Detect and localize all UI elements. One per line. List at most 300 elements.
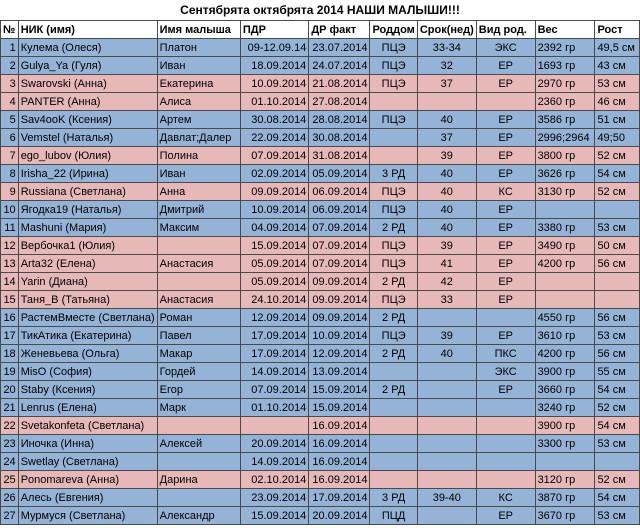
- row-number: 8: [1, 165, 19, 183]
- term-cell: [417, 363, 476, 381]
- term-cell: [417, 399, 476, 417]
- birth-type-cell: ЕР: [476, 219, 535, 237]
- term-cell: 37: [417, 129, 476, 147]
- weight-cell: 4200 гр: [535, 345, 595, 363]
- due-date-cell: 15.09.2014: [240, 237, 308, 255]
- nick-cell: Алесь (Евгения): [18, 489, 157, 507]
- height-cell: 52 см: [595, 183, 640, 201]
- table-row: [1, 291, 640, 309]
- birth-type-cell: ЕР: [476, 165, 535, 183]
- height-cell: 53 см: [595, 219, 640, 237]
- row-number: 6: [1, 129, 19, 147]
- birth-date-cell: 09.09.2014: [309, 273, 370, 291]
- term-cell: 40: [417, 111, 476, 129]
- weight-cell: 3490 гр: [535, 237, 595, 255]
- maternity-cell: 2 РД: [370, 381, 417, 399]
- birth-type-cell: ЕР: [476, 75, 535, 93]
- term-cell: 39: [417, 327, 476, 345]
- birth-type-cell: [476, 93, 535, 111]
- row-number: 24: [1, 453, 19, 471]
- baby-name-cell: Роман: [157, 309, 240, 327]
- birth-type-cell: ЕР: [476, 273, 535, 291]
- table-row: [1, 129, 640, 147]
- table-row: [1, 237, 640, 255]
- row-number: 23: [1, 435, 19, 453]
- maternity-cell: ПЦЭ: [370, 291, 417, 309]
- height-cell: 46 см: [595, 93, 640, 111]
- due-date-cell: [240, 417, 308, 435]
- table-row: [1, 489, 640, 507]
- baby-name-cell: Макар: [157, 345, 240, 363]
- weight-cell: 3660 гр: [535, 381, 595, 399]
- birth-date-cell: 06.09.2014: [309, 183, 370, 201]
- nick-cell: Ponomareva (Анна): [18, 471, 157, 489]
- weight-cell: 3586 гр: [535, 111, 595, 129]
- maternity-cell: [370, 417, 417, 435]
- height-cell: 53 см: [595, 507, 640, 525]
- col-header: Вес: [535, 21, 595, 39]
- maternity-cell: ПЦЭ: [370, 201, 417, 219]
- term-cell: 40: [417, 219, 476, 237]
- weight-cell: 4550 гр: [535, 309, 595, 327]
- maternity-cell: ПЦЭ: [370, 111, 417, 129]
- nick-cell: PANTER (Анна): [18, 93, 157, 111]
- birth-date-cell: 15.09.2014: [309, 381, 370, 399]
- height-cell: 49,5 см: [595, 39, 640, 57]
- table-row: [1, 147, 640, 165]
- weight-cell: 2392 гр: [535, 39, 595, 57]
- row-number: 4: [1, 93, 19, 111]
- birth-type-cell: ЭКС: [476, 39, 535, 57]
- baby-name-cell: [157, 489, 240, 507]
- row-number: 11: [1, 219, 19, 237]
- birth-type-cell: КС: [476, 489, 535, 507]
- maternity-cell: ПЦЭ: [370, 237, 417, 255]
- maternity-cell: [370, 93, 417, 111]
- table-row: [1, 417, 640, 435]
- term-cell: 40: [417, 165, 476, 183]
- term-cell: [417, 93, 476, 111]
- row-number: 3: [1, 75, 19, 93]
- baby-name-cell: Дмитрий: [157, 201, 240, 219]
- maternity-cell: 2 РД: [370, 309, 417, 327]
- row-number: 20: [1, 381, 19, 399]
- row-number: 25: [1, 471, 19, 489]
- row-number: 10: [1, 201, 19, 219]
- weight-cell: 3800 гр: [535, 147, 595, 165]
- baby-name-cell: Артем: [157, 111, 240, 129]
- nick-cell: Ягодка19 (Наталья): [18, 201, 157, 219]
- nick-cell: Вербочка1 (Юлия): [18, 237, 157, 255]
- baby-name-cell: [157, 237, 240, 255]
- nick-cell: Arta32 (Елена): [18, 255, 157, 273]
- term-cell: [417, 471, 476, 489]
- weight-cell: [535, 201, 595, 219]
- table-row: [1, 345, 640, 363]
- maternity-cell: [370, 435, 417, 453]
- table-row: [1, 507, 640, 525]
- due-date-cell: 18.09.2014: [240, 57, 308, 75]
- weight-cell: 3610 гр: [535, 327, 595, 345]
- table-row: [1, 273, 640, 291]
- maternity-cell: ПЦЭ: [370, 39, 417, 57]
- due-date-cell: 22.09.2014: [240, 129, 308, 147]
- term-cell: [417, 417, 476, 435]
- nick-cell: Russiana (Светлана): [18, 183, 157, 201]
- height-cell: 54 см: [595, 165, 640, 183]
- birth-type-cell: ЕР: [476, 291, 535, 309]
- col-header: Вид род.: [476, 21, 535, 39]
- maternity-cell: [370, 399, 417, 417]
- baby-name-cell: Дарина: [157, 471, 240, 489]
- height-cell: 54 см: [595, 381, 640, 399]
- height-cell: [595, 291, 640, 309]
- birth-date-cell: 30.08.2014: [309, 129, 370, 147]
- table-row: [1, 363, 640, 381]
- birth-type-cell: [476, 399, 535, 417]
- term-cell: 37: [417, 75, 476, 93]
- birth-date-cell: 16.09.2014: [309, 417, 370, 435]
- nick-cell: Yarin (Диана): [18, 273, 157, 291]
- due-date-cell: 14.09.2014: [240, 363, 308, 381]
- birth-type-cell: ЕР: [476, 255, 535, 273]
- weight-cell: 4200 гр: [535, 255, 595, 273]
- maternity-cell: 3 РД: [370, 165, 417, 183]
- col-header: Рост: [595, 21, 640, 39]
- baby-name-cell: [157, 453, 240, 471]
- maternity-cell: [370, 453, 417, 471]
- birth-date-cell: 28.08.2014: [309, 111, 370, 129]
- term-cell: 42: [417, 273, 476, 291]
- term-cell: [417, 309, 476, 327]
- due-date-cell: 17.09.2014: [240, 345, 308, 363]
- baby-name-cell: [157, 417, 240, 435]
- baby-name-cell: Давлат;Далер: [157, 129, 240, 147]
- maternity-cell: ПЦЭ: [370, 255, 417, 273]
- term-cell: [417, 507, 476, 525]
- term-cell: 40: [417, 201, 476, 219]
- nick-cell: Таня_В (Татьяна): [18, 291, 157, 309]
- weight-cell: 3900 гр: [535, 417, 595, 435]
- birth-date-cell: 16.09.2014: [309, 435, 370, 453]
- height-cell: 56 см: [595, 255, 640, 273]
- due-date-cell: 10.09.2014: [240, 201, 308, 219]
- maternity-cell: ПЦЭ: [370, 57, 417, 75]
- due-date-cell: 09-12.09.14: [240, 39, 308, 57]
- maternity-cell: 2 РД: [370, 345, 417, 363]
- nick-cell: Иночка (Инна): [18, 435, 157, 453]
- maternity-cell: [370, 363, 417, 381]
- due-date-cell: 14.09.2014: [240, 453, 308, 471]
- birth-type-cell: ЕР: [476, 237, 535, 255]
- weight-cell: [535, 291, 595, 309]
- height-cell: 54 см: [595, 489, 640, 507]
- due-date-cell: 07.09.2014: [240, 147, 308, 165]
- height-cell: [595, 453, 640, 471]
- weight-cell: 3900 гр: [535, 363, 595, 381]
- table-row: [1, 111, 640, 129]
- weight-cell: 3120 гр: [535, 471, 595, 489]
- table-row: [1, 309, 640, 327]
- term-cell: 40: [417, 183, 476, 201]
- weight-cell: 2996;2964: [535, 129, 595, 147]
- maternity-cell: ПЦЭ: [370, 327, 417, 345]
- maternity-cell: ПЦЭ: [370, 183, 417, 201]
- nick-cell: ego_lubov (Юлия): [18, 147, 157, 165]
- col-header: НИК (имя): [18, 21, 157, 39]
- col-header: ПДР: [240, 21, 308, 39]
- term-cell: 33: [417, 291, 476, 309]
- weight-cell: 3670 гр: [535, 507, 595, 525]
- birth-type-cell: ЕР: [476, 327, 535, 345]
- baby-name-cell: Полина: [157, 147, 240, 165]
- maternity-cell: ПЦД: [370, 507, 417, 525]
- height-cell: 53 см: [595, 327, 640, 345]
- row-number: 18: [1, 345, 19, 363]
- nick-cell: ТикАтика (Екатерина): [18, 327, 157, 345]
- term-cell: 32: [417, 57, 476, 75]
- sheet-title: Сентябрята октябрята 2014 НАШИ МАЛЫШИ!!!: [180, 3, 460, 17]
- birth-date-cell: 10.09.2014: [309, 327, 370, 345]
- birth-date-cell: 07.09.2014: [309, 237, 370, 255]
- table-row: [1, 255, 640, 273]
- header-row: [1, 21, 640, 39]
- due-date-cell: 12.09.2014: [240, 309, 308, 327]
- row-number: 21: [1, 399, 19, 417]
- maternity-cell: [370, 129, 417, 147]
- height-cell: 50 см: [595, 237, 640, 255]
- table-row: [1, 381, 640, 399]
- due-date-cell: 10.09.2014: [240, 75, 308, 93]
- birth-date-cell: 21.08.2014: [309, 75, 370, 93]
- height-cell: 52 см: [595, 471, 640, 489]
- term-cell: 33-34: [417, 39, 476, 57]
- col-header: Роддом: [370, 21, 417, 39]
- birth-type-cell: ЕР: [476, 129, 535, 147]
- row-number: 17: [1, 327, 19, 345]
- due-date-cell: 24.10.2014: [240, 291, 308, 309]
- nick-cell: Мурмуся (Светлана): [18, 507, 157, 525]
- table-row: [1, 183, 640, 201]
- term-cell: 41: [417, 255, 476, 273]
- birth-date-cell: 24.07.2014: [309, 57, 370, 75]
- table-row: [1, 93, 640, 111]
- birth-type-cell: ЕР: [476, 111, 535, 129]
- babies-table: [0, 20, 640, 525]
- birth-date-cell: 23.07.2014: [309, 39, 370, 57]
- baby-name-cell: Иван: [157, 57, 240, 75]
- baby-name-cell: Екатерина: [157, 75, 240, 93]
- height-cell: 53 см: [595, 75, 640, 93]
- term-cell: [417, 381, 476, 399]
- row-number: 19: [1, 363, 19, 381]
- table-row: [1, 75, 640, 93]
- height-cell: [595, 201, 640, 219]
- baby-name-cell: Иван: [157, 165, 240, 183]
- birth-date-cell: 13.09.2014: [309, 363, 370, 381]
- birth-type-cell: [476, 309, 535, 327]
- height-cell: 49;50: [595, 129, 640, 147]
- row-number: 5: [1, 111, 19, 129]
- term-cell: 39: [417, 147, 476, 165]
- baby-name-cell: Павел: [157, 327, 240, 345]
- nick-cell: Vemstel (Наталья): [18, 129, 157, 147]
- nick-cell: Staby (Ксения): [18, 381, 157, 399]
- table-row: [1, 399, 640, 417]
- birth-type-cell: ЕР: [476, 381, 535, 399]
- weight-cell: [535, 453, 595, 471]
- birth-type-cell: КС: [476, 183, 535, 201]
- maternity-cell: ПЦЭ: [370, 75, 417, 93]
- birth-date-cell: 20.09.2014: [309, 507, 370, 525]
- baby-name-cell: Анастасия: [157, 291, 240, 309]
- birth-type-cell: ЕР: [476, 507, 535, 525]
- nick-cell: РастемВместе (Светлана): [18, 309, 157, 327]
- col-header: ДР факт: [309, 21, 370, 39]
- weight-cell: 3626 гр: [535, 165, 595, 183]
- due-date-cell: 20.09.2014: [240, 435, 308, 453]
- due-date-cell: 01.10.2014: [240, 399, 308, 417]
- due-date-cell: 05.09.2014: [240, 273, 308, 291]
- col-header: Имя малыша: [157, 21, 240, 39]
- row-number: 1: [1, 39, 19, 57]
- row-number: 22: [1, 417, 19, 435]
- height-cell: 52 см: [595, 399, 640, 417]
- maternity-cell: [370, 147, 417, 165]
- due-date-cell: 15.09.2014: [240, 507, 308, 525]
- nick-cell: Кулема (Олеся): [18, 39, 157, 57]
- row-number: 13: [1, 255, 19, 273]
- nick-cell: Женевьева (Ольга): [18, 345, 157, 363]
- birth-type-cell: ЕР: [476, 201, 535, 219]
- birth-date-cell: 07.09.2014: [309, 219, 370, 237]
- nick-cell: MisO (София): [18, 363, 157, 381]
- height-cell: 56 см: [595, 309, 640, 327]
- birth-type-cell: ПКС: [476, 345, 535, 363]
- table-row: [1, 453, 640, 471]
- birth-type-cell: ЭКС: [476, 363, 535, 381]
- weight-cell: 3130 гр: [535, 183, 595, 201]
- row-number: 14: [1, 273, 19, 291]
- birth-date-cell: 09.09.2014: [309, 291, 370, 309]
- row-number: 15: [1, 291, 19, 309]
- height-cell: 53 см: [595, 435, 640, 453]
- maternity-cell: 3 РД: [370, 489, 417, 507]
- height-cell: 43 см: [595, 57, 640, 75]
- birth-type-cell: ЕР: [476, 57, 535, 75]
- birth-date-cell: 09.09.2014: [309, 309, 370, 327]
- nick-cell: Swetlay (Светлана): [18, 453, 157, 471]
- height-cell: 51 см: [595, 111, 640, 129]
- table-row: [1, 219, 640, 237]
- row-number: 7: [1, 147, 19, 165]
- weight-cell: [535, 273, 595, 291]
- row-number: 9: [1, 183, 19, 201]
- baby-name-cell: Анастасия: [157, 255, 240, 273]
- col-header: Срок(нед): [417, 21, 476, 39]
- row-number: 27: [1, 507, 19, 525]
- row-number: 26: [1, 489, 19, 507]
- baby-name-cell: Анна: [157, 183, 240, 201]
- due-date-cell: 30.08.2014: [240, 111, 308, 129]
- birth-date-cell: 12.09.2014: [309, 345, 370, 363]
- baby-name-cell: [157, 273, 240, 291]
- birth-date-cell: 27.08.2014: [309, 93, 370, 111]
- nick-cell: Irisha_22 (Ирина): [18, 165, 157, 183]
- maternity-cell: 2 РД: [370, 219, 417, 237]
- nick-cell: Svetakonfeta (Светлана): [18, 417, 157, 435]
- weight-cell: 2360 гр: [535, 93, 595, 111]
- table-row: [1, 471, 640, 489]
- weight-cell: 1693 гр: [535, 57, 595, 75]
- row-number: 12: [1, 237, 19, 255]
- weight-cell: 2970 гр: [535, 75, 595, 93]
- baby-name-cell: Максим: [157, 219, 240, 237]
- birth-date-cell: 16.09.2014: [309, 471, 370, 489]
- table-row: [1, 435, 640, 453]
- table-row: [1, 327, 640, 345]
- nick-cell: Sav4ooK (Ксения): [18, 111, 157, 129]
- term-cell: 39: [417, 237, 476, 255]
- baby-name-cell: Гордей: [157, 363, 240, 381]
- baby-name-cell: Александр: [157, 507, 240, 525]
- nick-cell: Mashuni (Мария): [18, 219, 157, 237]
- due-date-cell: 05.09.2014: [240, 255, 308, 273]
- birth-date-cell: 06.09.2014: [309, 201, 370, 219]
- due-date-cell: 09.09.2014: [240, 183, 308, 201]
- due-date-cell: 02.10.2014: [240, 471, 308, 489]
- row-number: 2: [1, 57, 19, 75]
- birth-date-cell: 05.09.2014: [309, 165, 370, 183]
- baby-name-cell: Алексей: [157, 435, 240, 453]
- birth-date-cell: 16.09.2014: [309, 453, 370, 471]
- height-cell: 56 см: [595, 345, 640, 363]
- col-header: №: [1, 21, 19, 39]
- height-cell: [595, 273, 640, 291]
- weight-cell: 3240 гр: [535, 399, 595, 417]
- table-row: [1, 201, 640, 219]
- maternity-cell: [370, 471, 417, 489]
- due-date-cell: 23.09.2014: [240, 489, 308, 507]
- due-date-cell: 01.10.2014: [240, 93, 308, 111]
- birth-type-cell: ЕР: [476, 147, 535, 165]
- birth-type-cell: [476, 417, 535, 435]
- birth-type-cell: [476, 435, 535, 453]
- term-cell: [417, 435, 476, 453]
- birth-date-cell: 07.09.2014: [309, 255, 370, 273]
- baby-name-cell: Платон: [157, 39, 240, 57]
- term-cell: 40: [417, 345, 476, 363]
- row-number: 16: [1, 309, 19, 327]
- birth-type-cell: [476, 453, 535, 471]
- height-cell: 54 см: [595, 417, 640, 435]
- birth-date-cell: 31.08.2014: [309, 147, 370, 165]
- table-row: [1, 57, 640, 75]
- term-cell: [417, 453, 476, 471]
- nick-cell: Gulya_Ya (Гуля): [18, 57, 157, 75]
- height-cell: 55 см: [595, 363, 640, 381]
- nick-cell: Swarovski (Анна): [18, 75, 157, 93]
- due-date-cell: 04.09.2014: [240, 219, 308, 237]
- table-row: [1, 165, 640, 183]
- height-cell: 52 см: [595, 147, 640, 165]
- birth-type-cell: [476, 471, 535, 489]
- due-date-cell: 07.09.2014: [240, 381, 308, 399]
- weight-cell: 3300 гр: [535, 435, 595, 453]
- table-row: [1, 39, 640, 57]
- weight-cell: 3380 гр: [535, 219, 595, 237]
- due-date-cell: 17.09.2014: [240, 327, 308, 345]
